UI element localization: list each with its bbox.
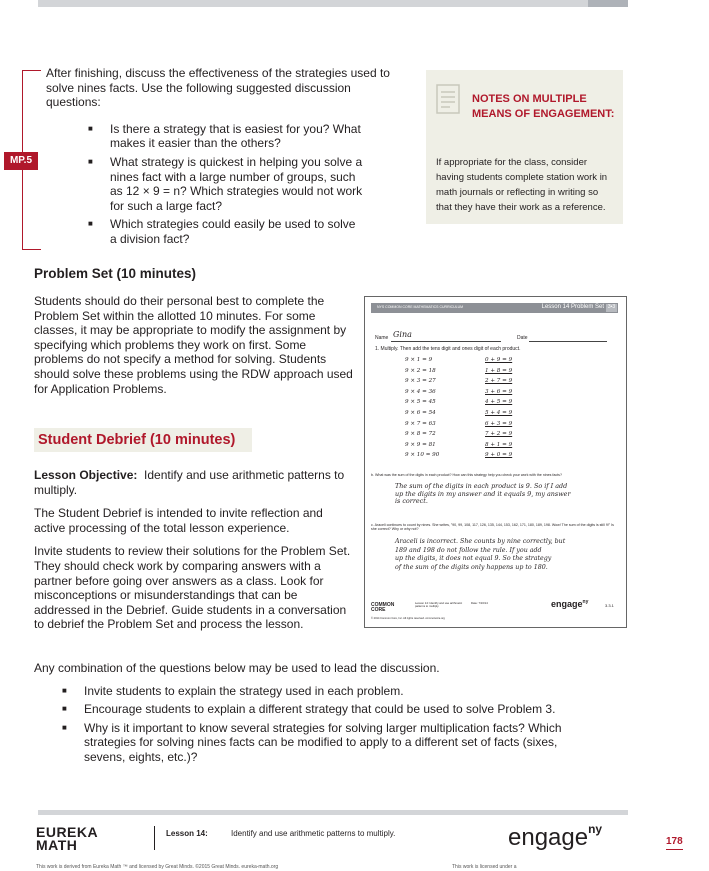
intro-bullet: ■ Is there a strategy that is easiest for you? What makes it easier than the others?	[88, 122, 363, 151]
document-icon	[436, 84, 460, 114]
worksheet-footer-copyright: © 2014 Common Core, Inc. All rights reserved. commoncore.org	[371, 617, 445, 620]
problem-set-text: Students should do their personal best to complete the Problem Set within the allotted 10 minutes. For some classes, it may be appropriate to modify the assignment by specifying which problems they work on first. Some problems do not specify a method for solving. Students should solve these problems using the RDW approach used for Application Problems.	[34, 294, 353, 396]
debrief-section	[34, 468, 356, 632]
footer-rule	[38, 810, 628, 815]
answer-line: up the digits, it does not equal 9. So the strategy	[395, 555, 552, 563]
answer-c	[395, 538, 621, 572]
fact: 9 × 6 = 54	[405, 409, 436, 416]
intro-text: After finishing, discuss the effectiveness of the strategies used to solve nines facts. Use the following suggested discussion questions:	[46, 66, 390, 110]
worksheet-name-label: Name	[375, 335, 389, 341]
footer-license-text: This work is derived from Eureka Math ™ and licensed by Great Minds. ©2015 Great Minds. eureka-math.org	[36, 864, 279, 870]
fact: 9 × 3 = 27	[405, 378, 436, 385]
digit-sum: 7 + 2 = 9	[485, 431, 513, 438]
debrief-objective	[34, 468, 356, 497]
answer-line: 189 and 198 do not follow the rule. If you add	[395, 546, 542, 554]
intro-bullet: ■ Which strategies could easily be used to solve a division fact?	[88, 217, 363, 246]
notes-box	[426, 70, 623, 224]
debrief-bullet: ■ Encourage students to explain a different strategy that could be used to solve Problem 3.	[62, 702, 562, 717]
intro-bullet: ■ What strategy is quickest in helping you solve a nines fact with a large number of groups, such as 12 × 9 = n? Which strategies would not work for such a large fact?	[88, 155, 363, 213]
debrief-bullets	[62, 684, 562, 765]
worksheet-name-value: Gina	[393, 330, 412, 339]
worksheet-header-band	[371, 303, 618, 313]
answer-b	[395, 483, 621, 506]
worksheet-footer-date: Date: 7/16/14	[471, 601, 488, 605]
worksheet-curriculum: NYS COMMON CORE MATHEMATICS CURRICULUM	[377, 305, 464, 309]
worksheet-engage-word: engage	[551, 599, 583, 609]
footer-lesson-label: Lesson 14:	[166, 829, 208, 838]
debrief-discussion	[34, 661, 594, 769]
fact: 9 × 9 = 81	[405, 441, 436, 448]
debrief-bullet: ■ Invite students to explain the strategy used in each problem.	[62, 684, 562, 699]
eureka-word: EUREKA	[36, 824, 99, 840]
facts-column	[405, 355, 439, 461]
answer-line: of the sum of the digits only happens up to 180.	[395, 563, 548, 571]
worksheet-engage-logo	[551, 599, 588, 609]
fact: 9 × 10 = 90	[405, 452, 440, 459]
digit-sum: 0 + 9 = 9	[485, 357, 513, 363]
problem-set-thumbnail	[364, 296, 627, 628]
worksheet-date-label: Date	[517, 335, 528, 341]
worksheet-qb: b. What was the sum of the digits in each product? How can this strategy help you check your work with the nines facts?	[371, 473, 562, 477]
objective-text: Identify and use arithmetic patterns to multiply.	[34, 468, 345, 497]
fact: 9 × 4 = 36	[405, 388, 436, 395]
eureka-math-logo	[36, 826, 98, 852]
engage-word: engage	[508, 824, 589, 851]
fact: 9 × 2 = 18	[405, 367, 436, 374]
worksheet-footer-lesson: Lesson 14: Identify and use arithmetic patterns to multiply.	[415, 601, 463, 609]
date-line	[529, 341, 607, 342]
worksheet-q1: 1. Multiply. Then add the tens digit and ones digit of each product.	[375, 346, 521, 352]
worksheet-qc: c. Araceli continues to count by nines. She writes, "90, 99, 108, 117, 126, 135, 144, 153, 162, 171, 180, 189, 198. Wow! The sum of the digits is still 9!" Is she correct? Why or why not?	[371, 523, 614, 532]
debrief-paragraph: Invite students to review their solutions for the Problem Set. They should check work by comparing answers with a partner before going over answers as a class. Look for misconceptions or misunderstandings that can be addressed in the Debrief. Guide students in a conversation to debrief the Problem Set and process the lesson.	[34, 544, 351, 632]
digit-sum: 5 + 4 = 9	[485, 409, 513, 416]
worksheet-footer-brand: COMMON CORE	[371, 602, 395, 613]
intro-section	[46, 66, 391, 251]
objective-label: Lesson Objective:	[34, 468, 138, 482]
notes-body: If appropriate for the class, consider having students complete station work in math journals or reflecting in writing so that they have their work as a reference.	[436, 157, 608, 213]
worksheet-tag: 3•3	[607, 304, 616, 310]
lesson-tab	[588, 0, 628, 7]
footer-license-text-2: This work is licensed under a	[452, 864, 517, 870]
fact: 9 × 7 = 63	[405, 420, 436, 427]
fact: 9 × 1 = 9	[405, 357, 433, 363]
digit-sum: 3 + 6 = 9	[485, 388, 513, 395]
worksheet-engage-sup: ny	[582, 599, 589, 605]
notes-title: NOTES ON MULTIPLE MEANS OF ENGAGEMENT:	[472, 93, 615, 120]
sums-column	[485, 355, 512, 461]
footer-separator	[154, 826, 155, 850]
answer-line: up the digits in my answer and it equals 9, my answer	[395, 489, 571, 498]
engage-sup: ny	[588, 822, 603, 836]
worksheet-footer-code: 3.3.1	[605, 603, 614, 608]
digit-sum: 6 + 3 = 9	[485, 420, 513, 427]
top-header-bar	[38, 0, 628, 7]
debrief-paragraph: Any combination of the questions below may be used to lead the discussion.	[34, 661, 440, 675]
debrief-bullet: ■ Why is it important to know several strategies for solving larger multiplication facts? Which strategies for solving nines facts can be modified to apply to a different set of facts (sixes, sevens, eights, etc.)?	[62, 721, 562, 765]
digit-sum: 1 + 8 = 9	[485, 367, 513, 374]
debrief-heading: Student Debrief (10 minutes)	[34, 428, 252, 452]
worksheet-title: Lesson 14 Problem Set	[541, 304, 604, 310]
digit-sum: 8 + 1 = 9	[485, 441, 513, 448]
digit-sum: 4 + 5 = 9	[485, 399, 513, 406]
engage-ny-logo	[508, 822, 602, 852]
name-line	[391, 341, 501, 342]
fact: 9 × 8 = 72	[405, 431, 436, 438]
math-word: MATH	[36, 837, 78, 853]
answer-line: is correct.	[395, 497, 428, 506]
debrief-paragraph: The Student Debrief is intended to invite reflection and active processing of the total lesson experience.	[34, 506, 323, 535]
fact: 9 × 5 = 45	[405, 399, 436, 406]
page-number: 178	[666, 836, 683, 850]
digit-sum: 9 + 0 = 9	[485, 452, 513, 459]
answer-line: The sum of the digits in each product is 9. So if I add	[395, 482, 568, 490]
answer-line: Araceli is incorrect. She counts by nine correctly, but	[395, 538, 566, 545]
problem-set-heading: Problem Set (10 minutes)	[34, 266, 197, 281]
digit-sum: 2 + 7 = 9	[485, 378, 513, 385]
footer-objective: Identify and use arithmetic patterns to multiply.	[231, 829, 396, 838]
mp-badge: MP.5	[4, 152, 38, 170]
intro-bullets	[88, 122, 363, 247]
